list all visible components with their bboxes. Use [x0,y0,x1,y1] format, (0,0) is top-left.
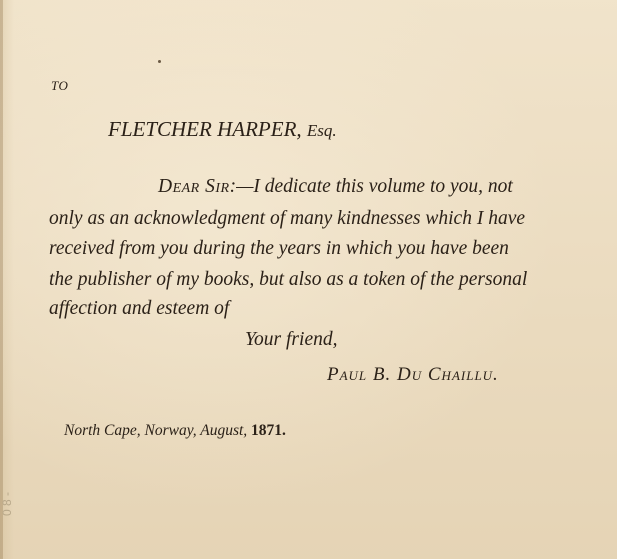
closing: Your friend, [245,329,338,350]
dedication-text-line: :—I dedicate this volume to you, not [229,176,513,197]
dateline-place: North Cape, Norway, August, [64,422,248,439]
addressee-name: FLETCHER HARPER, [108,117,302,141]
dedication-line-1 [158,176,513,198]
addressee [108,117,337,142]
to-label: TO [51,78,69,93]
dedication-line-3: received from you during the years in which you have been [49,238,509,259]
dedication-line-4: the publisher of my books, but also as a token of the personal [49,269,528,290]
dateline [64,422,286,440]
margin-pencil-mark: 0 8 - [0,491,14,516]
page-gutter-edge [0,0,3,559]
signature: Paul B. Du Chaillu. [327,364,499,385]
paper-speck [158,60,161,63]
salutation: Dear Sir [158,176,230,197]
addressee-suffix: Esq. [306,121,337,140]
dedication-line-2: only as an acknowledgment of many kindnesses which I have [49,208,526,229]
dedication-line-5: affection and esteem of [49,298,230,319]
dateline-year: 1871. [251,422,286,439]
